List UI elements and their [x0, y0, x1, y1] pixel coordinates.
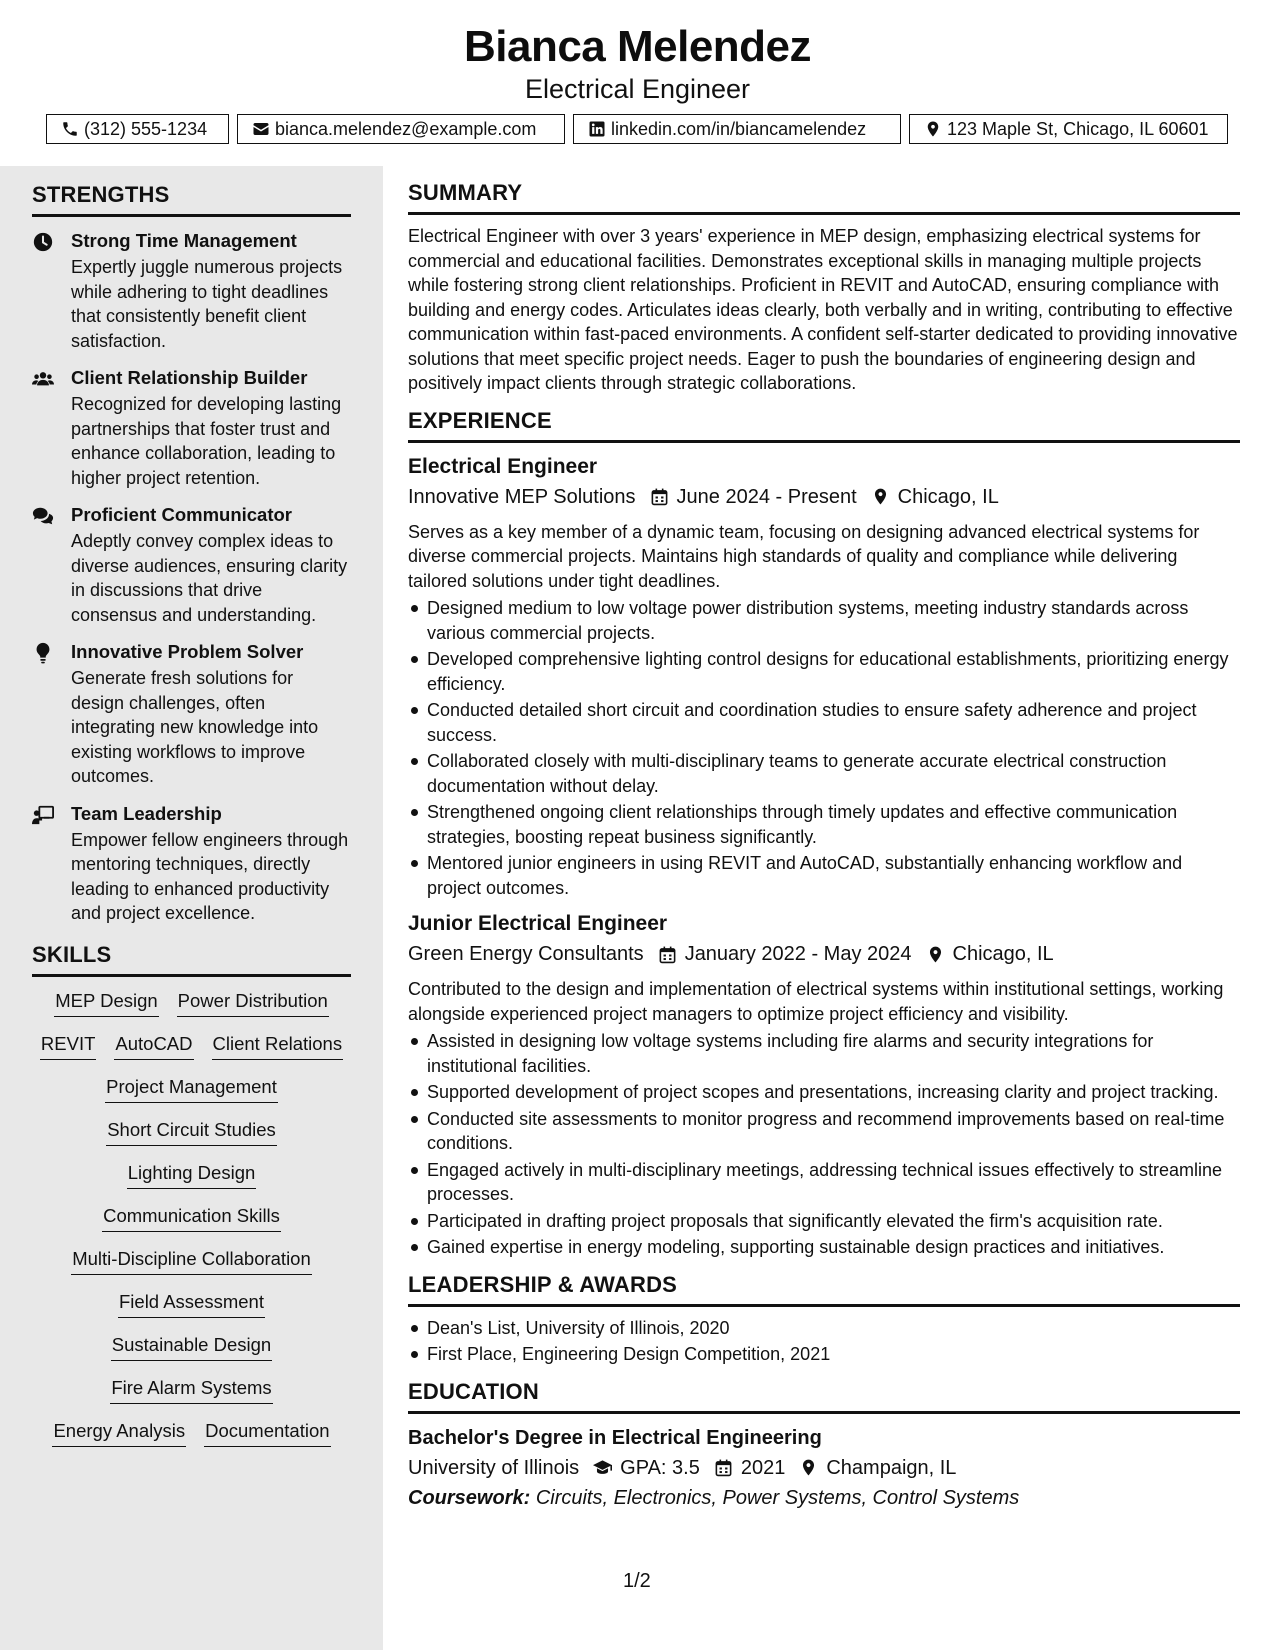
job-title: Junior Electrical Engineer: [408, 912, 668, 935]
list-item: Conducted site assessments to monitor progress and recommend improvements based on real-time conditions.: [408, 1107, 1240, 1156]
job-bullets: [408, 596, 1240, 900]
strength-description: Expertly juggle numerous projects while adhering to tight deadlines that consistently benefit client satisfaction.: [71, 257, 343, 351]
experience-heading: EXPERIENCE: [408, 408, 1240, 443]
strength-description: Recognized for developing lasting partnerships that foster trust and enhance collaboration, leading to higher project retention.: [71, 394, 342, 488]
linkedin-contact[interactable]: [573, 114, 901, 144]
job-description: Serves as a key member of a dynamic team, focusing on designing advanced electrical systems for diverse commercial projects. Maintains high standards of quality and compliance while delivering tailored solutions under tight deadlines.: [408, 521, 1200, 591]
skill-tag: Fire Alarm Systems: [110, 1376, 272, 1404]
candidate-name: Bianca Melendez: [463, 22, 812, 71]
strength-title: Team Leadership: [71, 802, 222, 824]
experience-section: [408, 408, 1240, 1260]
gpa: GPA: 3.5: [620, 1456, 700, 1479]
job-location: Chicago, IL: [952, 943, 1054, 965]
list-item: First Place, Engineering Design Competition, 2021: [408, 1342, 1240, 1367]
skill-tag: Power Distribution: [177, 989, 329, 1017]
strength-title: Proficient Communicator: [71, 504, 292, 525]
strength-item: [32, 640, 351, 789]
job-entry: [408, 910, 1240, 1260]
job-description: Contributed to the design and implementation of electrical systems within institutional settings, working alongside experienced project managers to optimize project efficiency and visibility.: [408, 979, 1224, 1024]
skill-tag: Sustainable Design: [111, 1333, 272, 1361]
education-meta: [408, 1454, 1240, 1482]
strength-item: [32, 802, 351, 926]
list-item: Strengthened ongoing client relationships through timely updates and effective communication strategies, boosting repeat business significantly.: [408, 800, 1240, 849]
job-dates: January 2022 - May 2024: [684, 943, 912, 965]
linkedin-icon: [588, 120, 606, 138]
summary-heading: SUMMARY: [408, 180, 1240, 215]
education-heading: EDUCATION: [408, 1379, 1240, 1414]
skill-tag: Field Assessment: [118, 1290, 265, 1318]
list-item: Mentored junior engineers in using REVIT and AutoCAD, substantially enhancing workflow and project outcomes.: [408, 851, 1240, 900]
email-text: bianca.melendez@example.com: [275, 118, 537, 139]
skill-tag: Documentation: [204, 1419, 330, 1447]
strength-item: [32, 366, 351, 490]
strength-item: [32, 229, 351, 353]
contact-bar: [46, 114, 1228, 144]
address-text: 123 Maple St, Chicago, IL 60601: [947, 118, 1209, 139]
linkedin-text: linkedin.com/in/biancamelendez: [611, 118, 867, 139]
calendar-icon: [658, 945, 677, 964]
map-marker-icon: [926, 945, 945, 964]
teacher-icon: [32, 804, 54, 826]
strength-item: [32, 503, 351, 627]
strengths-list: [32, 229, 351, 926]
job-title: Electrical Engineer: [524, 74, 751, 104]
coursework: [408, 1484, 1240, 1512]
job-location: Chicago, IL: [897, 485, 999, 508]
awards-list: [408, 1316, 1240, 1367]
job-entry: [408, 453, 1240, 901]
skill-tag: Project Management: [105, 1075, 278, 1103]
list-item: Gained expertise in energy modeling, supporting sustainable design practices and initiatives.: [408, 1235, 1240, 1260]
skill-tag: REVIT: [40, 1032, 96, 1060]
lightbulb-icon: [32, 642, 54, 664]
main-content: [408, 180, 1240, 1524]
coursework-list: Circuits, Electronics, Power Systems, Control Systems: [535, 1486, 1020, 1509]
education-section: [408, 1379, 1240, 1512]
strength-title: Innovative Problem Solver: [71, 641, 304, 662]
awards-section: [408, 1272, 1240, 1367]
skill-tag: Multi-Discipline Collaboration: [71, 1247, 312, 1275]
phone-contact[interactable]: [46, 114, 229, 144]
degree-title: Bachelor's Degree in Electrical Engineering: [408, 1426, 822, 1449]
list-item: Engaged actively in multi-disciplinary meetings, addressing technical issues effectively to streamline processes.: [408, 1158, 1240, 1207]
address-contact[interactable]: [909, 114, 1228, 144]
list-item: Designed medium to low voltage power distribution systems, meeting industry standards across various commercial projects.: [408, 596, 1240, 645]
strength-description: Generate fresh solutions for design challenges, often integrating new knowledge into existing workflows to improve outcomes.: [71, 668, 319, 786]
list-item: Collaborated closely with multi-disciplinary teams to generate accurate electrical construction documentation without delay.: [408, 749, 1240, 798]
graduation-year: 2021: [740, 1456, 786, 1479]
job-meta: [408, 483, 1240, 511]
strength-description: Empower fellow engineers through mentoring techniques, directly leading to enhanced productivity and project excellence.: [71, 829, 349, 923]
job-title: Electrical Engineer: [408, 454, 598, 478]
job-bullets: [408, 1029, 1240, 1260]
awards-heading: LEADERSHIP & AWARDS: [408, 1272, 1240, 1307]
phone-icon: [61, 120, 79, 138]
strength-title: Strong Time Management: [71, 230, 297, 251]
skill-tag: Client Relations: [212, 1032, 344, 1060]
company-name: Innovative MEP Solutions: [408, 485, 636, 508]
skills-heading: SKILLS: [32, 942, 351, 977]
skill-tag: AutoCAD: [114, 1032, 193, 1060]
map-marker-icon: [924, 120, 942, 138]
strength-title: Client Relationship Builder: [71, 367, 308, 388]
email-contact[interactable]: [237, 114, 565, 144]
job-meta: [408, 940, 1240, 968]
skills-list: [32, 989, 351, 1447]
map-marker-icon: [799, 1458, 818, 1477]
school-location: Champaign, IL: [826, 1456, 957, 1479]
job-dates: June 2024 - Present: [676, 485, 857, 508]
school-name: University of Illinois: [408, 1456, 580, 1479]
skill-tag: Communication Skills: [102, 1204, 281, 1232]
list-item: Participated in drafting project proposals that significantly elevated the firm's acquisition rate.: [408, 1209, 1240, 1234]
list-item: Assisted in designing low voltage systems including fire alarms and security integrations for institutional facilities.: [408, 1029, 1240, 1078]
comments-icon: [32, 505, 54, 527]
resume-header: [0, 0, 1275, 166]
list-item: Conducted detailed short circuit and coordination studies to ensure safety adherence and project success.: [408, 698, 1240, 747]
skill-tag: Energy Analysis: [52, 1419, 186, 1447]
coursework-label: Coursework:: [408, 1486, 531, 1509]
page-number: 1/2: [623, 1570, 651, 1592]
envelope-icon: [252, 120, 270, 138]
calendar-icon: [714, 1458, 733, 1477]
list-item: Supported development of project scopes and presentations, increasing clarity and project tracking.: [408, 1080, 1240, 1105]
clock-icon: [32, 231, 54, 253]
skill-tag: MEP Design: [54, 989, 158, 1017]
summary-section: [408, 180, 1240, 396]
list-item: Dean's List, University of Illinois, 2020: [408, 1316, 1240, 1341]
strength-description: Adeptly convey complex ideas to diverse audiences, ensuring clarity in discussions that drive consensus and understanding.: [71, 531, 348, 625]
map-marker-icon: [871, 487, 890, 506]
list-item: Developed comprehensive lighting control designs for educational establishments, prioritizing energy efficiency.: [408, 647, 1240, 696]
company-name: Green Energy Consultants: [408, 943, 644, 965]
sidebar: [0, 166, 383, 1650]
skill-tag: Lighting Design: [127, 1161, 257, 1189]
graduation-cap-icon: [593, 1458, 612, 1477]
users-icon: [32, 368, 54, 390]
phone-text: (312) 555-1234: [84, 118, 208, 139]
summary-text: Electrical Engineer with over 3 years' experience in MEP design, emphasizing electrical systems for commercial and educational facilities. Demonstrates exceptional skills in managing multiple projects while fostering strong client relationships. Proficient in REVIT and AutoCAD, ensuring compliance with building and energy codes. Articulates ideas clearly, both verbally and in writing, contributing to effective communication within fast-paced environments. A confident self-starter dedicated to providing innovative solutions that meet specific project needs. Eager to push the boundaries of engineering design and positively impact clients through strategic collaborations.: [408, 226, 1238, 393]
calendar-icon: [650, 487, 669, 506]
skill-tag: Short Circuit Studies: [106, 1118, 277, 1146]
strengths-heading: STRENGTHS: [32, 182, 351, 217]
